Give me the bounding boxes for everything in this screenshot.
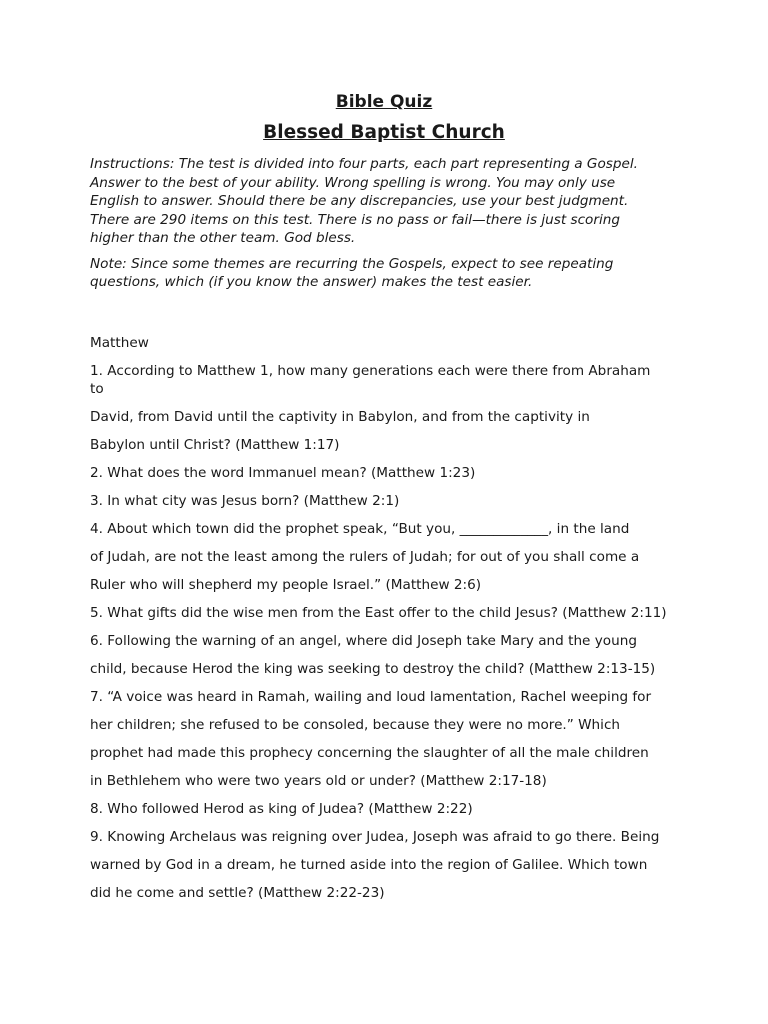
note-paragraph [90,255,690,292]
question-line: child, because Herod the king was seeking to destroy the child? (Matthew 2:13-15) [90,660,656,677]
question-line: 6. Following the warning of an angel, where did Joseph take Mary and the young [90,632,637,649]
question-line: 4. About which town did the prophet speak, “But you, _____________, in the land [90,520,630,537]
question-line: 7. “A voice was heard in Ramah, wailing and loud lamentation, Rachel weeping for [90,688,652,705]
question-line: Babylon until Christ? (Matthew 1:17) [90,436,340,453]
question-list [90,362,690,902]
instructions-line: Answer to the best of your ability. Wrong spelling is wrong. You may only use [90,174,616,191]
question-line: 8. Who followed Herod as king of Judea? (Matthew 2:22) [90,800,473,817]
document-subtitle: Blessed Baptist Church [263,122,505,143]
document-title: Bible Quiz [335,92,433,112]
note-line: questions, which (if you know the answer) makes the test easier. [90,274,533,290]
question-line: David, from David until the captivity in Babylon, and from the captivity in [90,408,590,425]
document-page [90,88,690,902]
question-line: warned by God in a dream, he turned aside into the region of Galilee. Which town [90,856,648,873]
question-line: 5. What gifts did the wise men from the East offer to the child Jesus? (Matthew 2:11) [90,604,667,621]
question-line: 3. In what city was Jesus born? (Matthew 2:1) [90,492,400,509]
question-line: Ruler who will shepherd my people Israel.” (Matthew 2:6) [90,576,482,593]
question-line: prophet had made this prophecy concerning the slaughter of all the male children [90,744,649,761]
instructions-line: higher than the other team. God bless. [90,230,356,246]
question-line: to [90,380,104,397]
question-line: 1. According to Matthew 1, how many generations each were there from Abraham [90,362,651,379]
question-line: in Bethlehem who were two years old or under? (Matthew 2:17-18) [90,772,547,789]
question-line: of Judah, are not the least among the rulers of Judah; for out of you shall come a [90,548,640,565]
instructions-line: There are 290 items on this test. There is no pass or fail—there is just scoring [90,211,620,228]
question-line: 2. What does the word Immanuel mean? (Matthew 1:23) [90,464,476,481]
question-line: 9. Knowing Archelaus was reigning over Judea, Joseph was afraid to go there. Being [90,828,660,845]
instructions-line: English to answer. Should there be any discrepancies, use your best judgment. [90,193,629,209]
instructions-line: Instructions: The test is divided into four parts, each part representing a Gospel. [90,156,638,172]
section-heading-matthew: Matthew [90,334,149,351]
question-line: her children; she refused to be consoled, because they were no more.” Which [90,716,621,733]
instructions-paragraph [90,155,690,248]
note-line: Note: Since some themes are recurring the Gospels, expect to see repeating [90,255,614,272]
question-line: did he come and settle? (Matthew 2:22-23) [90,884,385,901]
